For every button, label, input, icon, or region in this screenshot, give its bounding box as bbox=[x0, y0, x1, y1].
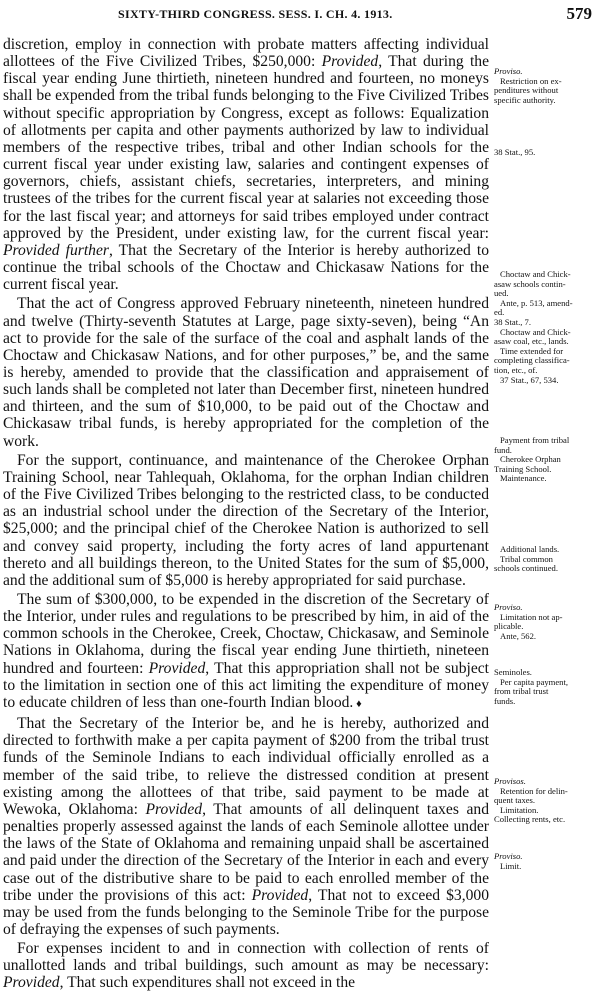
margin-note-line: Ante, p. 513, amend- bbox=[500, 297, 573, 308]
margin-note-line: Proviso. bbox=[494, 66, 523, 76]
text-run: , That the Secretary of the Interior is hereby authorized to continue the tribal schools of the Choctaw and Chickasaw Nations for the current fiscal year. bbox=[3, 241, 489, 294]
margin-note-proviso-restriction bbox=[494, 67, 598, 105]
margin-note-line: Cherokee Orphan bbox=[500, 454, 561, 465]
text-run: That the Secretary of the Interior be, and he is hereby, authorized and directed to forthwith make a per capita payment of $200 from the tribal trust funds of the Seminole Indians to each individual officially enrolled as a member of the said tribe, to relieve the distressed condition at present existing among the allottees of that tribe, said payment to be made at Wewoka, Oklahoma: bbox=[3, 715, 489, 818]
margin-note-line: Seminoles. bbox=[494, 667, 532, 677]
paragraph bbox=[3, 940, 489, 991]
text-run: , That this appropriation shall not be subject to the limitation in section one of this act limiting the expenditure of money to educate children of less than one-fourth Indian blood. bbox=[3, 659, 489, 711]
margin-note-line: Limitation. bbox=[500, 804, 539, 815]
proviso-keyword: Provided bbox=[145, 800, 203, 818]
margin-note-line: ed. bbox=[494, 307, 505, 318]
margin-note-line: asaw schools contin- bbox=[494, 278, 566, 289]
margin-note-line: Choctaw and Chick- bbox=[500, 326, 571, 337]
margin-note-line: fund. bbox=[494, 444, 512, 455]
proviso-keyword: Provided further bbox=[3, 241, 109, 259]
margin-note-seminoles bbox=[494, 668, 598, 706]
margin-note-proviso-retention bbox=[494, 777, 598, 825]
margin-note-proviso-limitation bbox=[494, 603, 598, 641]
margin-note-line: 38 Stat., 7. bbox=[494, 316, 532, 327]
proviso-keyword: Provided bbox=[3, 974, 60, 992]
paragraph bbox=[3, 295, 489, 449]
margin-note-line: asaw coal, etc., lands. bbox=[494, 336, 569, 347]
text-run: The sum of $300,000, to be expended in the discretion of the Secretary of the Interior, under rules and regulations to be prescribed by him, in aid of the common schools in the Cherokee, Creek, Choctaw, Chickasaw, and Seminole Nations in Oklahoma, during the fiscal year ending June thirtieth, nineteen hundred and fourteen: bbox=[3, 591, 489, 677]
margin-note-cherokee-orphan bbox=[494, 436, 598, 484]
text-run: , That amounts of all delinquent taxes and penalties properly assessed against the lands of each Seminole allottee under the laws of the State of Oklahoma and remaining unpaid shall be ascertained and paid under the direction of the Secretary of the Interior in each and every case out of the distributive share to be paid to each enrolled member of the tribe under the provisions of this act: bbox=[3, 800, 489, 904]
text-run: , That such expenditures shall not exceed in the bbox=[59, 974, 356, 992]
margin-note-line: 37 Stat., 67, 534. bbox=[500, 374, 559, 385]
margin-note-line: Additional lands. bbox=[500, 544, 560, 554]
margin-note-choctaw-chickasaw bbox=[494, 270, 598, 385]
proviso-keyword: Provided bbox=[321, 53, 379, 71]
margin-note-line: completing classifica- bbox=[494, 355, 570, 366]
margin-note-line: Time extended for bbox=[500, 345, 564, 356]
margin-note-line: ued. bbox=[494, 288, 509, 299]
margin-note-line: Retention for delin- bbox=[500, 785, 568, 796]
proviso-keyword: Provided bbox=[148, 659, 206, 677]
text-run: discretion, employ in connection with probate matters affecting individual allottees of the Five Civilized Tribes, $250,000: bbox=[3, 36, 489, 71]
text-run: For the support, continuance, and maintenance of the Cherokee Orphan Training School, near Tahlequah, Oklahoma, for the orphan Indian children of the Five Civilized Tribes belonging to the restricted class, to be conducted as an industrial school under the direction of the Secretary of the Interior, $25,000; and the principal chief of the Cherokee Nation is authorized to sell and convey said property, including the forty acres of land appurtenant thereto and all buildings thereon, to the United States for the sum of $5,000, and the additional sum of $5,000 is hereby appropriated for said purchase. bbox=[3, 451, 489, 589]
margin-note-line: specific authority. bbox=[494, 94, 556, 105]
paragraph bbox=[3, 715, 489, 938]
running-title: SIXTY-THIRD CONGRESS. SESS. I. CH. 4. 1913. bbox=[118, 7, 393, 21]
margin-note-line: schools continued. bbox=[494, 563, 558, 574]
margin-note-line: from tribal trust bbox=[494, 686, 549, 697]
text-run: , That not to exceed $3,000 may be used from the funds belonging to the Seminole Tribe for the purpose of defraying the expenses of such payments. bbox=[3, 886, 489, 938]
margin-note-line: Provisos. bbox=[494, 776, 526, 786]
margin-note-line: plicable. bbox=[494, 621, 524, 632]
margin-note-line: funds. bbox=[494, 695, 516, 706]
text-run: That the act of Congress approved February nineteenth, nineteen hundred and twelve (Thirty-seventh Statutes at Large, page sixty-seven), being “An act to provide for the sale of the surface of the coal and asphalt lands of the Choctaw and Chickasaw Nations, and for other purposes,” be, and the same is hereby, amended to provide that the classification and appraisement of such lands shall be completed not later than December first, nineteen hundred and thirteen, and the sum of $10,000, to be paid out of the Choctaw and Chickasaw tribal funds, is hereby appropriated for the completion of the work. bbox=[3, 295, 489, 450]
running-header bbox=[0, 4, 600, 26]
margin-note-line: Payment from tribal bbox=[500, 435, 570, 445]
margin-note-line: Per capita payment, bbox=[500, 676, 569, 687]
margin-note-ref-38-stat-95 bbox=[494, 148, 598, 158]
margin-note-line: Restriction on ex- bbox=[500, 75, 562, 86]
margin-note-line: Ante, 562. bbox=[500, 630, 537, 641]
body-text bbox=[3, 36, 489, 992]
margin-note-line: Proviso. bbox=[494, 851, 523, 861]
paragraph bbox=[3, 591, 489, 713]
margin-note-line: Limit. bbox=[500, 860, 522, 871]
margin-note-line: Choctaw and Chick- bbox=[500, 269, 571, 279]
margin-note-line: Limitation not ap- bbox=[500, 611, 563, 622]
margin-note-common-schools bbox=[494, 545, 598, 574]
page-number: 579 bbox=[566, 4, 592, 23]
margin-note-line: Proviso. bbox=[494, 602, 523, 612]
paragraph bbox=[3, 36, 489, 293]
margin-note-line: tion, etc., of. bbox=[494, 364, 538, 375]
text-run: For expenses incident to and in connection with collection of rents of unallotted lands and tribal buildings, such amount as may be necessary: bbox=[3, 940, 489, 975]
proviso-keyword: Provided bbox=[251, 886, 309, 904]
margin-note-proviso-limit bbox=[494, 852, 598, 871]
margin-note-line: Tribal common bbox=[500, 553, 553, 564]
margin-note-line: penditures without bbox=[494, 85, 559, 96]
text-run: , That during the fiscal year ending June thirtieth, nineteen hundred and fourteen, no moneys shall be expended from the tribal funds belonging to the Five Civilized Tribes without specific appropriation by Congress, except as follows: Equalization of allotments per capita and other payments authorized by law to individual members of the respective tribes, tribal and other Indian schools for the current fiscal year under existing law, salaries and contingent expenses of governors, chiefs, assistant chiefs, secretaries, interpreters, and mining trustees of the tribes for the current fiscal year at salaries not exceeding those for the last fiscal year; and attorneys for said tribes employed under contract approved by the President, under existing law, for the current fiscal year: bbox=[3, 53, 489, 242]
margin-note-line: Training School. bbox=[494, 463, 552, 474]
margin-note-line: 38 Stat., 95. bbox=[494, 147, 536, 157]
margin-note-line: Collecting rents, etc. bbox=[494, 814, 566, 825]
margin-note-line: Maintenance. bbox=[500, 473, 547, 484]
margin-note-line: quent taxes. bbox=[494, 795, 536, 806]
section-mark: ♦ bbox=[353, 697, 362, 710]
paragraph bbox=[3, 452, 489, 589]
